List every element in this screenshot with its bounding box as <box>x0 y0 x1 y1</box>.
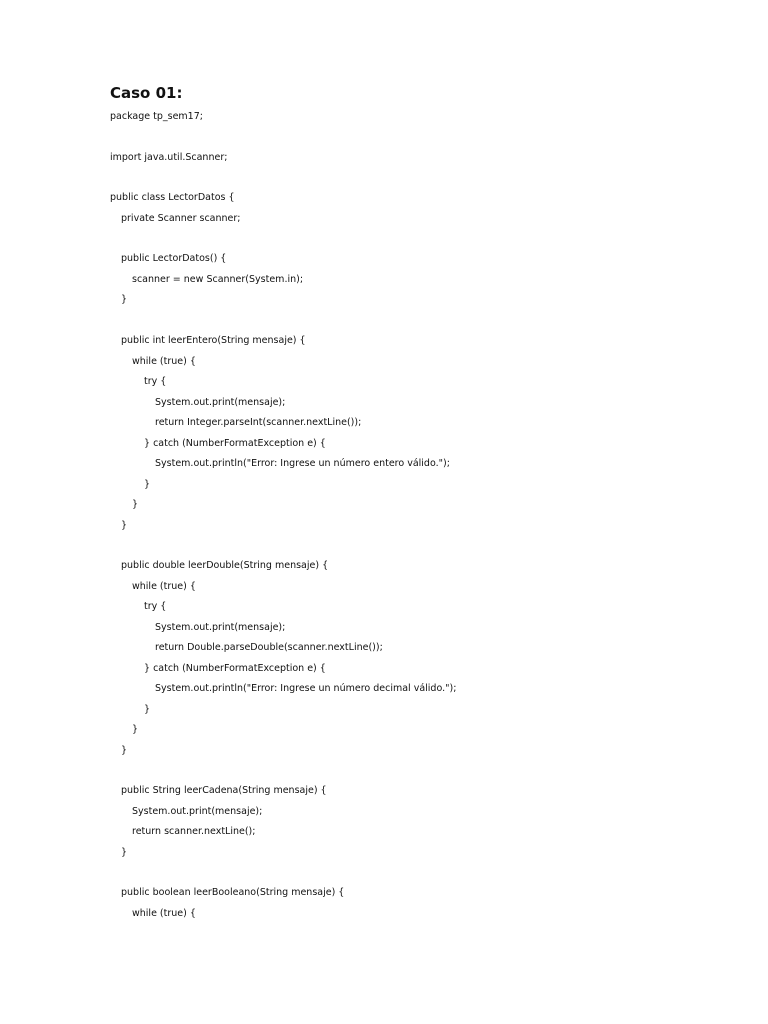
page-title: Caso 01: <box>110 84 183 102</box>
code-line: return Integer.parseInt(scanner.nextLine()); <box>155 417 362 428</box>
code-line: } <box>144 704 151 715</box>
code-line: while (true) { <box>132 581 196 592</box>
code-line: import java.util.Scanner; <box>110 152 228 163</box>
code-line: return Double.parseDouble(scanner.nextLine()); <box>155 642 383 653</box>
code-line: try { <box>144 601 167 612</box>
code-line: try { <box>144 376 167 387</box>
code-line: } catch (NumberFormatException e) { <box>144 438 326 449</box>
code-line: } <box>144 479 151 490</box>
code-line: public double leerDouble(String mensaje) { <box>121 560 329 571</box>
code-line: private Scanner scanner; <box>121 213 241 224</box>
code-line: public class LectorDatos { <box>110 192 235 203</box>
code-line: scanner = new Scanner(System.in); <box>132 274 304 285</box>
code-line: while (true) { <box>132 908 196 919</box>
code-line: public boolean leerBooleano(String mensaje) { <box>121 887 345 898</box>
code-line: return scanner.nextLine(); <box>132 826 256 837</box>
code-line: } <box>121 847 128 858</box>
code-line: } <box>132 724 139 735</box>
code-line: while (true) { <box>132 356 196 367</box>
code-line: } <box>121 520 128 531</box>
code-line: System.out.print(mensaje); <box>132 806 263 817</box>
code-line: } <box>132 499 139 510</box>
code-line: package tp_sem17; <box>110 111 203 122</box>
code-line: public int leerEntero(String mensaje) { <box>121 335 306 346</box>
code-line: } <box>121 745 128 756</box>
code-line: System.out.println("Error: Ingrese un número decimal válido."); <box>155 683 457 694</box>
code-line: System.out.print(mensaje); <box>155 397 286 408</box>
code-line: } <box>121 294 128 305</box>
code-line: System.out.println("Error: Ingrese un número entero válido."); <box>155 458 450 469</box>
code-line: System.out.print(mensaje); <box>155 622 286 633</box>
code-line: public String leerCadena(String mensaje) { <box>121 785 327 796</box>
code-line: } catch (NumberFormatException e) { <box>144 663 326 674</box>
code-line: public LectorDatos() { <box>121 253 227 264</box>
